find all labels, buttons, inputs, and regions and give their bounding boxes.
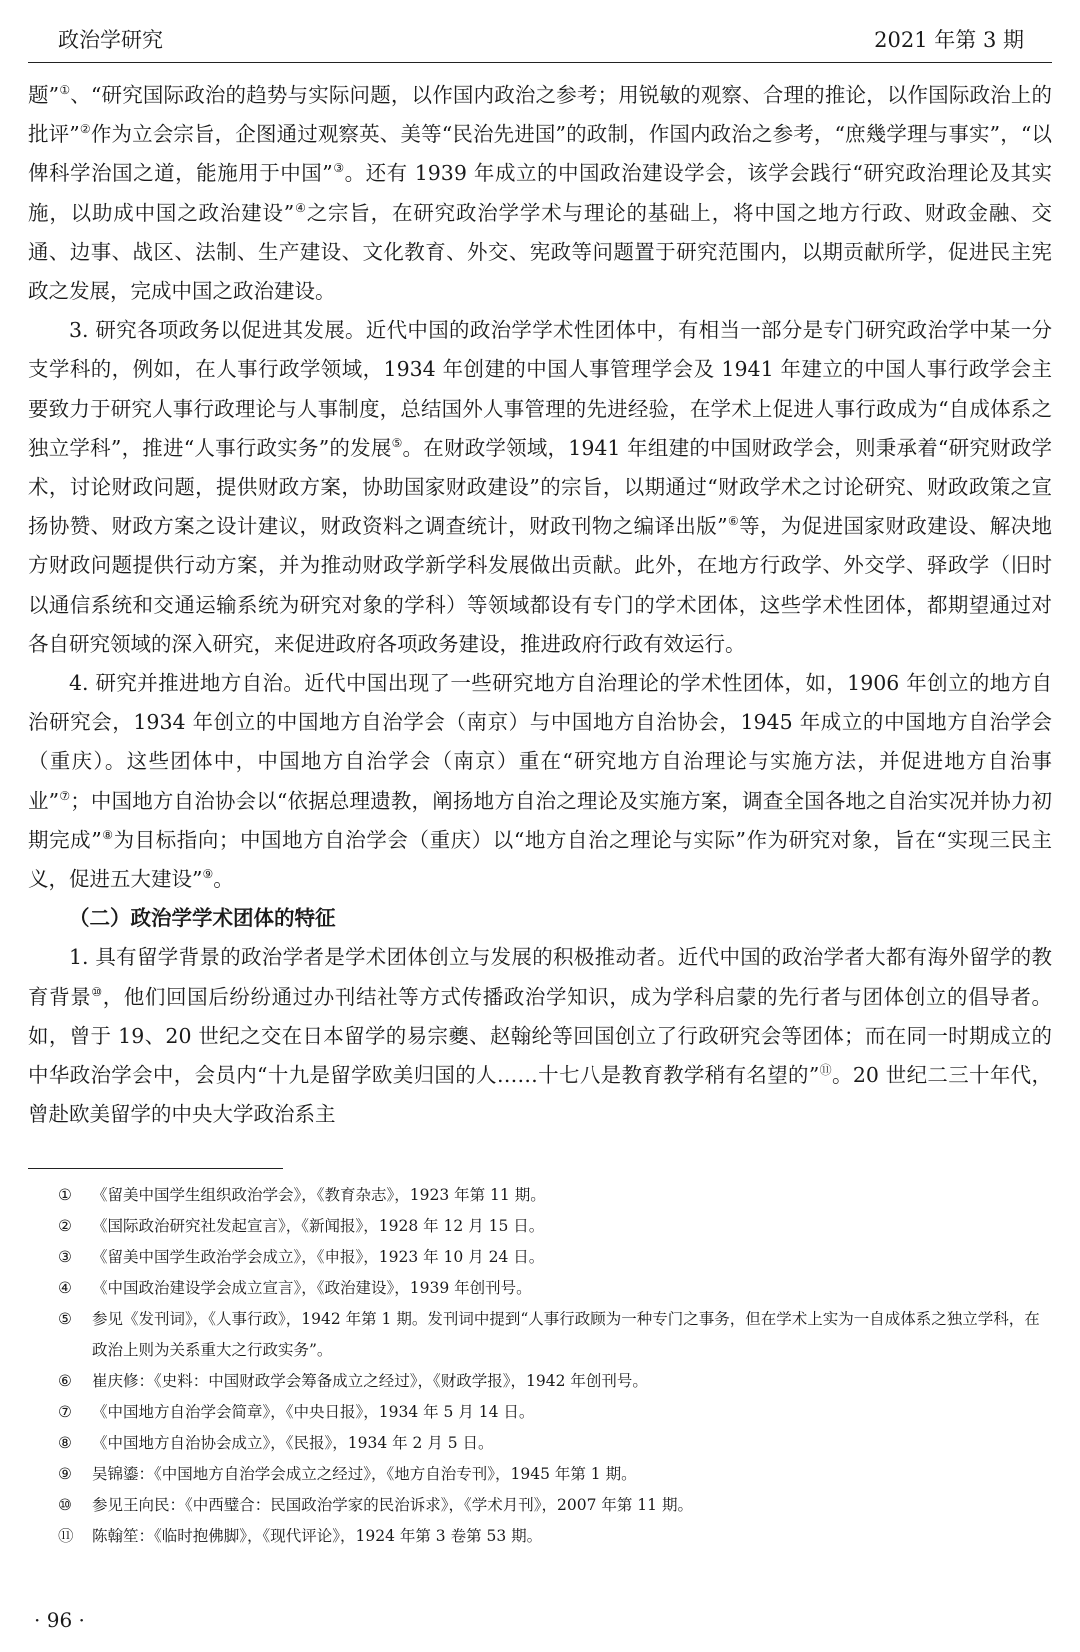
footnote-item xyxy=(58,1366,1052,1397)
footnote-item xyxy=(58,1273,1052,1304)
footnote-ref[interactable]: ① xyxy=(59,83,71,98)
footnote-text: 参见《发刊词》，《人事行政》，1942 年第 1 期。发刊词中提到“人事行政顾为一种专门之事务，但在学术上实为一自成体系之独立学科，在政治上则为关系重大之行政实务”。 xyxy=(92,1310,1040,1359)
footnote-number: ④ xyxy=(58,1279,72,1297)
text-run: 。还有 1939 年成立的中国政治建设学会，该学会践行“研究政治理论及其实施，以助成中国之政治建设” xyxy=(28,161,1052,225)
text-run: 。20 世纪二三十年代，曾赴欧美留学的中央大学政治系主 xyxy=(28,1063,1052,1127)
text-run: 之宗旨，在研究政治学学术与理论的基础上，将中国之地方行政、财政金融、交通、边事、战区、法制、生产建设、文化教育、外交、宪政等问题置于研究范围内，以期贡献所学，促进民主宪政之发展，完成中国之政治建设。 xyxy=(28,200,1053,304)
footnote-item xyxy=(58,1428,1052,1459)
text-run: ；中国地方自治协会以“依据总理遗教，阐扬地方自治之理论及实施方案，调查全国各地之自治实况并协力初期完成” xyxy=(28,788,1052,852)
footnote-number: ⑧ xyxy=(58,1434,72,1452)
footnote-ref[interactable]: ⑪ xyxy=(819,1063,832,1078)
footnote-ref[interactable]: ⑥ xyxy=(727,514,740,529)
section-heading: （二）政治学学术团体的特征 xyxy=(69,906,336,931)
text-run: 、“研究国际政治的趋势与实际问题，以作国内政治之参考；用锐敏的观察、合理的推论，以作国际政治上的批评” xyxy=(28,83,1052,147)
footnote-ref[interactable]: ④ xyxy=(294,200,307,215)
footnote-number: ⑪ xyxy=(58,1527,74,1545)
footnote-number: ⑩ xyxy=(58,1496,72,1514)
text-run: 题” xyxy=(28,83,60,107)
text-run: 4. 研究并推进地方自治。近代中国出现了一些研究地方自治理论的学术性团体，如，1906 年创立的地方自治研究会，1934 年创立的中国地方自治学会（南京）与中国地方自治协会，1945 年成立的中国地方自治学会（重庆）。这些团体中，中国地方自治学会（南京）重在“研究地方自治理论与实施方法，并促进地方自治事业” xyxy=(28,671,1052,813)
text-run: 。在财政学领域，1941 年组建的中国财政学会，则秉承着“研究财政学术，讨论财政问题，提供财政方案，协助国家财政建设”的宗旨，以期通过“财政学术之讨论研究、财政政策之宣扬协赞、财政方案之设计建议，财政资料之调查统计，财政刊物之编译出版” xyxy=(28,435,1052,539)
footnote-rule xyxy=(28,1168,283,1169)
journal-title: 政治学研究 xyxy=(58,28,163,52)
text-run: ，他们回国后纷纷通过办刊结社等方式传播政治学知识，成为学科启蒙的先行者与团体创立的倡导者。如，曾于 19、20 世纪之交在日本留学的易宗夔、赵翰纶等回国创立了行政研究会等团体；而在同一时期成立的中华政治学会中，会员内“十九是留学欧美归国的人……十七八是教育教学稍有名望的” xyxy=(28,984,1052,1088)
footnote-item xyxy=(58,1180,1052,1211)
footnote-text: 参见王向民：《中西璧合：民国政治学家的民治诉求》，《学术月刊》，2007 年第 11 期。 xyxy=(92,1496,693,1514)
footnote-item xyxy=(58,1211,1052,1242)
footnote-item xyxy=(58,1397,1052,1428)
body-paragraph xyxy=(28,664,1052,899)
footnote-ref[interactable]: ⑤ xyxy=(391,436,403,450)
footnote-ref[interactable]: ③ xyxy=(332,161,345,176)
footnote-text: 《留美中国学生组织政治学会》，《教育杂志》，1923 年第 11 期。 xyxy=(92,1186,546,1204)
footnote-number: ③ xyxy=(58,1248,72,1266)
body-text xyxy=(28,76,1052,1134)
footnote-item xyxy=(58,1490,1052,1521)
footnote-number: ② xyxy=(58,1217,72,1235)
body-paragraph xyxy=(28,76,1052,311)
footnote-text: 《国际政治研究社发起宣言》，《新闻报》，1928 年 12 月 15 日。 xyxy=(92,1217,545,1235)
footnote-ref[interactable]: ② xyxy=(79,122,91,137)
footnote-item xyxy=(58,1459,1052,1490)
text-run: 3. 研究各项政务以促进其发展。近代中国的政治学学术性团体中，有相当一部分是专门研究政治学中某一分支学科的，例如，在人事行政学领域，1934 年创建的中国人事管理学会及 1941 年建立的中国人事行政学会主要致力于研究人事行政理论与人事制度，总结国外人事管理的先进经验，在学术上促进人事行政成为“自成体系之独立学科”，推进“人事行政实务”的发展 xyxy=(28,318,1052,460)
text-run: 1. 具有留学背景的政治学者是学术团体创立与发展的积极推动者。近代中国的政治学者大都有海外留学的教育背景 xyxy=(28,945,1052,1009)
body-paragraph xyxy=(28,311,1052,664)
footnote-item xyxy=(58,1242,1052,1273)
footnote-text: 吴锦鎏：《中国地方自治学会成立之经过》，《地方自治专刊》，1945 年第 1 期。 xyxy=(92,1465,637,1483)
footnote-ref[interactable]: ⑦ xyxy=(59,788,71,803)
footnote-ref[interactable]: ⑩ xyxy=(91,984,103,999)
footnote-text: 《中国地方自治协会成立》，《民报》，1934 年 2 月 5 日。 xyxy=(92,1434,494,1452)
footnote-number: ⑦ xyxy=(58,1403,72,1421)
footnote-item xyxy=(58,1304,1052,1366)
footnote-ref[interactable]: ⑧ xyxy=(101,828,114,843)
text-run: 作为立会宗旨，企图通过观察英、美等“民治先进国”的政制，作国内政治之参考，“庶幾学理与事实”，“以俾科学治国之道，能施用于中国” xyxy=(28,122,1052,186)
footnote-item xyxy=(58,1521,1052,1552)
footnote-number: ⑤ xyxy=(58,1310,72,1328)
issue-label: 2021 年第 3 期 xyxy=(874,28,1024,52)
footnote-text: 《中国政治建设学会成立宣言》，《政治建设》，1939 年创刊号。 xyxy=(92,1279,532,1297)
footnote-number: ⑥ xyxy=(58,1372,72,1390)
text-run: 为目标指向；中国地方自治学会（重庆）以“地方自治之理论与实际”作为研究对象，旨在“实现三民主义，促进五大建设” xyxy=(28,827,1052,892)
footnote-ref[interactable]: ⑨ xyxy=(202,867,214,882)
page-number: · 96 · xyxy=(34,1608,85,1632)
footnote-text: 《中国地方自治学会简章》，《中央日报》，1934 年 5 月 14 日。 xyxy=(92,1403,535,1421)
running-header xyxy=(28,16,1052,63)
footnote-text: 崔庆修：《史料：中国财政学会筹备成立之经过》，《财政学报》，1942 年创刊号。 xyxy=(92,1372,648,1390)
footnote-text: 陈翰笙：《临时抱佛脚》，《现代评论》，1924 年第 3 卷第 53 期。 xyxy=(92,1527,543,1545)
footnote-text: 《留美中国学生政治学会成立》，《申报》，1923 年 10 月 24 日。 xyxy=(92,1248,545,1266)
footnote-number: ① xyxy=(58,1186,72,1204)
body-paragraph xyxy=(28,938,1052,1134)
footnote-number: ⑨ xyxy=(58,1465,72,1483)
text-run: 。 xyxy=(213,867,234,892)
footnotes xyxy=(58,1180,1052,1552)
text-run: 等，为促进国家财政建设、解决地方财政问题提供行动方案，并为推动财政学新学科发展做出贡献。此外，在地方行政学、外交学、驿政学（旧时以通信系统和交通运输系统为研究对象的学科）等领域都设有专门的学术团体，这些学术性团体，都期望通过对各自研究领域的深入研究，来促进政府各项政务建设，推进政府行政有效运行。 xyxy=(28,514,1052,656)
